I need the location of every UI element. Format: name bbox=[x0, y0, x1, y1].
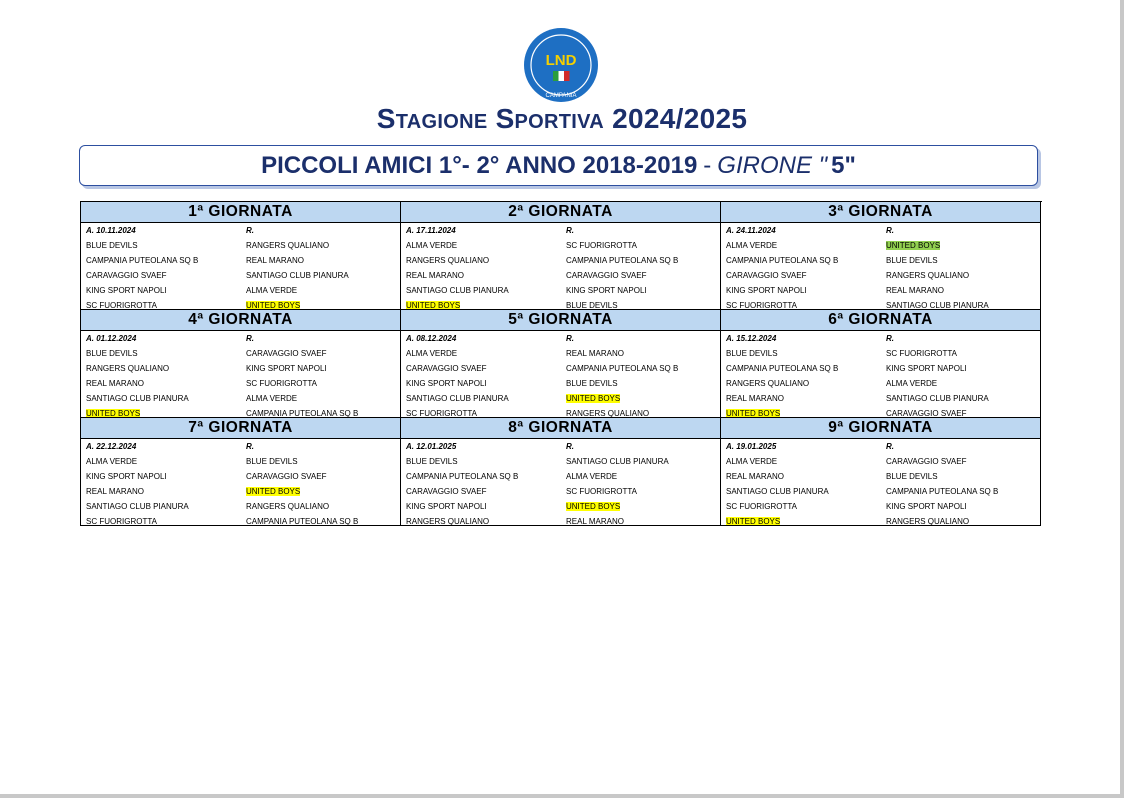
match-row bbox=[81, 268, 400, 283]
home-team: CAMPANIA PUTEOLANA SQ B bbox=[86, 256, 199, 265]
match-row bbox=[721, 469, 1040, 484]
away-team: SC FUORIGROTTA bbox=[566, 487, 637, 496]
date-row bbox=[721, 331, 1040, 346]
matchday-title: 3ª GIORNATA bbox=[721, 202, 1040, 223]
home-team: SANTIAGO CLUB PIANURA bbox=[406, 286, 509, 295]
home-team: BLUE DEVILS bbox=[406, 457, 458, 466]
home-team: RANGERS QUALIANO bbox=[726, 379, 810, 388]
return-leg-label: R. bbox=[246, 226, 254, 235]
away-team: KING SPORT NAPOLI bbox=[886, 502, 967, 511]
match-row bbox=[721, 514, 1040, 526]
away-team: CAMPANIA PUTEOLANA SQ B bbox=[566, 256, 679, 265]
match-row bbox=[81, 253, 400, 268]
return-leg-label: R. bbox=[246, 334, 254, 343]
svg-text:LND: LND bbox=[545, 52, 577, 69]
page-edge-bottom bbox=[0, 794, 1124, 798]
home-team: ALMA VERDE bbox=[406, 241, 458, 250]
schedule-grid bbox=[80, 201, 1042, 526]
match-row bbox=[81, 484, 400, 499]
away-team-highlighted: UNITED BOYS bbox=[566, 502, 621, 511]
home-team: RANGERS QUALIANO bbox=[406, 256, 490, 265]
match-row bbox=[81, 346, 400, 361]
home-team: CAMPANIA PUTEOLANA SQ B bbox=[726, 364, 839, 373]
home-team: CARAVAGGIO SVAEF bbox=[86, 271, 167, 280]
home-team: KING SPORT NAPOLI bbox=[86, 472, 167, 481]
matchday-block bbox=[401, 418, 721, 526]
away-team: REAL MARANO bbox=[566, 349, 624, 358]
date-row bbox=[401, 331, 720, 346]
home-team: SC FUORIGROTTA bbox=[86, 301, 157, 310]
away-team: RANGERS QUALIANO bbox=[886, 517, 970, 526]
home-team: ALMA VERDE bbox=[86, 457, 138, 466]
match-row bbox=[401, 484, 720, 499]
home-team-highlighted: UNITED BOYS bbox=[86, 409, 141, 418]
away-team: KING SPORT NAPOLI bbox=[566, 286, 647, 295]
match-row bbox=[401, 376, 720, 391]
first-leg-date: A. 17.11.2024 bbox=[406, 226, 456, 235]
match-row bbox=[401, 298, 720, 310]
away-team: CARAVAGGIO SVAEF bbox=[566, 271, 647, 280]
date-row bbox=[721, 223, 1040, 238]
matchday-block bbox=[401, 202, 721, 310]
home-team: CARAVAGGIO SVAEF bbox=[406, 487, 487, 496]
match-row bbox=[721, 253, 1040, 268]
home-team: CARAVAGGIO SVAEF bbox=[726, 271, 807, 280]
away-team-highlighted: UNITED BOYS bbox=[246, 301, 301, 310]
away-team: CARAVAGGIO SVAEF bbox=[246, 472, 327, 481]
away-team: SANTIAGO CLUB PIANURA bbox=[566, 457, 669, 466]
match-row bbox=[721, 346, 1040, 361]
match-row bbox=[721, 499, 1040, 514]
match-row bbox=[401, 454, 720, 469]
away-team: BLUE DEVILS bbox=[566, 301, 618, 310]
away-team: REAL MARANO bbox=[246, 256, 304, 265]
match-row bbox=[401, 346, 720, 361]
away-team: SC FUORIGROTTA bbox=[886, 349, 957, 358]
match-row bbox=[721, 484, 1040, 499]
match-row bbox=[721, 406, 1040, 418]
away-team: BLUE DEVILS bbox=[566, 379, 618, 388]
match-row bbox=[401, 283, 720, 298]
away-team: SANTIAGO CLUB PIANURA bbox=[246, 271, 349, 280]
home-team: REAL MARANO bbox=[726, 472, 784, 481]
home-team: ALMA VERDE bbox=[726, 241, 778, 250]
match-row bbox=[401, 268, 720, 283]
home-team: REAL MARANO bbox=[86, 487, 144, 496]
matchday-title: 2ª GIORNATA bbox=[401, 202, 720, 223]
away-team-highlighted: UNITED BOYS bbox=[886, 241, 941, 250]
home-team: RANGERS QUALIANO bbox=[406, 517, 490, 526]
home-team: REAL MARANO bbox=[406, 271, 464, 280]
home-team: KING SPORT NAPOLI bbox=[86, 286, 167, 295]
away-team: BLUE DEVILS bbox=[886, 256, 938, 265]
return-leg-label: R. bbox=[566, 334, 574, 343]
return-leg-label: R. bbox=[886, 442, 894, 451]
matchday-block bbox=[81, 418, 401, 526]
match-row bbox=[81, 298, 400, 310]
home-team: KING SPORT NAPOLI bbox=[406, 379, 487, 388]
date-row bbox=[721, 439, 1040, 454]
lnd-campania-logo bbox=[523, 27, 599, 103]
first-leg-date: A. 19.01.2025 bbox=[726, 442, 777, 451]
home-team: SC FUORIGROTTA bbox=[86, 517, 157, 526]
away-team: BLUE DEVILS bbox=[886, 472, 938, 481]
match-row bbox=[401, 469, 720, 484]
match-row bbox=[721, 361, 1040, 376]
home-team: KING SPORT NAPOLI bbox=[406, 502, 487, 511]
home-team: SANTIAGO CLUB PIANURA bbox=[726, 487, 829, 496]
home-team: REAL MARANO bbox=[86, 379, 144, 388]
home-team-highlighted: UNITED BOYS bbox=[726, 517, 781, 526]
home-team: SC FUORIGROTTA bbox=[406, 409, 477, 418]
match-row bbox=[721, 298, 1040, 310]
match-row bbox=[721, 238, 1040, 253]
match-row bbox=[721, 283, 1040, 298]
first-leg-date: A. 22.12.2024 bbox=[86, 442, 137, 451]
home-team-highlighted: UNITED BOYS bbox=[726, 409, 781, 418]
category-title: PICCOLI AMICI 1°- 2° ANNO 2018-2019 bbox=[261, 151, 698, 179]
home-team: KING SPORT NAPOLI bbox=[726, 286, 807, 295]
return-leg-label: R. bbox=[886, 334, 894, 343]
return-leg-label: R. bbox=[886, 226, 894, 235]
away-team-highlighted: UNITED BOYS bbox=[246, 487, 301, 496]
date-row bbox=[401, 223, 720, 238]
away-team: SANTIAGO CLUB PIANURA bbox=[886, 301, 989, 310]
match-row bbox=[401, 361, 720, 376]
first-leg-date: A. 24.11.2024 bbox=[726, 226, 776, 235]
match-row bbox=[401, 238, 720, 253]
match-row bbox=[81, 238, 400, 253]
return-leg-label: R. bbox=[566, 442, 574, 451]
category-banner bbox=[79, 145, 1038, 186]
home-team: BLUE DEVILS bbox=[86, 241, 138, 250]
away-team: CAMPANIA PUTEOLANA SQ B bbox=[246, 409, 359, 418]
matchday-block bbox=[721, 202, 1041, 310]
home-team: RANGERS QUALIANO bbox=[86, 364, 170, 373]
away-team: CARAVAGGIO SVAEF bbox=[886, 457, 967, 466]
match-row bbox=[81, 499, 400, 514]
first-leg-date: A. 12.01.2025 bbox=[406, 442, 457, 451]
match-row bbox=[81, 469, 400, 484]
date-row bbox=[401, 439, 720, 454]
away-team: KING SPORT NAPOLI bbox=[886, 364, 967, 373]
home-team: REAL MARANO bbox=[726, 394, 784, 403]
match-row bbox=[721, 376, 1040, 391]
matchday-title: 4ª GIORNATA bbox=[81, 310, 400, 331]
first-leg-date: A. 01.12.2024 bbox=[86, 334, 137, 343]
return-leg-label: R. bbox=[246, 442, 254, 451]
away-team: CAMPANIA PUTEOLANA SQ B bbox=[246, 517, 359, 526]
match-row bbox=[81, 376, 400, 391]
away-team: CAMPANIA PUTEOLANA SQ B bbox=[566, 364, 679, 373]
match-row bbox=[401, 391, 720, 406]
match-row bbox=[81, 361, 400, 376]
girone-number: 5" bbox=[831, 151, 856, 179]
matchday-title: 9ª GIORNATA bbox=[721, 418, 1040, 439]
away-team: REAL MARANO bbox=[886, 286, 944, 295]
match-row bbox=[81, 406, 400, 418]
away-team: SC FUORIGROTTA bbox=[246, 379, 317, 388]
matchday-block bbox=[81, 202, 401, 310]
home-team: ALMA VERDE bbox=[726, 457, 778, 466]
home-team: SANTIAGO CLUB PIANURA bbox=[86, 394, 189, 403]
away-team: CARAVAGGIO SVAEF bbox=[886, 409, 967, 418]
matchday-title: 6ª GIORNATA bbox=[721, 310, 1040, 331]
match-row bbox=[81, 391, 400, 406]
away-team: CARAVAGGIO SVAEF bbox=[246, 349, 327, 358]
home-team: CAMPANIA PUTEOLANA SQ B bbox=[726, 256, 839, 265]
girone-label: GIRONE " bbox=[717, 151, 828, 179]
first-leg-date: A. 08.12.2024 bbox=[406, 334, 457, 343]
home-team: CARAVAGGIO SVAEF bbox=[406, 364, 487, 373]
away-team: ALMA VERDE bbox=[246, 394, 298, 403]
home-team: ALMA VERDE bbox=[406, 349, 458, 358]
date-row bbox=[81, 439, 400, 454]
away-team: RANGERS QUALIANO bbox=[886, 271, 970, 280]
first-leg-date: A. 15.12.2024 bbox=[726, 334, 777, 343]
match-row bbox=[81, 454, 400, 469]
home-team: SANTIAGO CLUB PIANURA bbox=[406, 394, 509, 403]
away-team: SC FUORIGROTTA bbox=[566, 241, 637, 250]
matchday-title: 7ª GIORNATA bbox=[81, 418, 400, 439]
home-team: CAMPANIA PUTEOLANA SQ B bbox=[406, 472, 519, 481]
match-row bbox=[81, 514, 400, 526]
away-team: ALMA VERDE bbox=[246, 286, 298, 295]
date-row bbox=[81, 223, 400, 238]
date-row bbox=[81, 331, 400, 346]
away-team: RANGERS QUALIANO bbox=[566, 409, 650, 418]
away-team: BLUE DEVILS bbox=[246, 457, 298, 466]
svg-text:CAMPANIA: CAMPANIA bbox=[545, 93, 577, 99]
away-team: ALMA VERDE bbox=[566, 472, 618, 481]
match-row bbox=[721, 391, 1040, 406]
home-team: SANTIAGO CLUB PIANURA bbox=[86, 502, 189, 511]
return-leg-label: R. bbox=[566, 226, 574, 235]
matchday-block bbox=[721, 418, 1041, 526]
matchday-title: 1ª GIORNATA bbox=[81, 202, 400, 223]
matchday-block bbox=[721, 310, 1041, 418]
away-team-highlighted: UNITED BOYS bbox=[566, 394, 621, 403]
matchday-title: 5ª GIORNATA bbox=[401, 310, 720, 331]
home-team: BLUE DEVILS bbox=[86, 349, 138, 358]
matchday-block bbox=[81, 310, 401, 418]
away-team: KING SPORT NAPOLI bbox=[246, 364, 327, 373]
category-separator: - bbox=[703, 151, 712, 179]
matchday-title: 8ª GIORNATA bbox=[401, 418, 720, 439]
match-row bbox=[401, 253, 720, 268]
away-team: RANGERS QUALIANO bbox=[246, 241, 330, 250]
season-title: Stagione Sportiva 2024/2025 bbox=[376, 103, 748, 134]
match-row bbox=[81, 283, 400, 298]
away-team: ALMA VERDE bbox=[886, 379, 938, 388]
match-row bbox=[721, 268, 1040, 283]
away-team: REAL MARANO bbox=[566, 517, 624, 526]
home-team: BLUE DEVILS bbox=[726, 349, 778, 358]
match-row bbox=[401, 514, 720, 526]
matchday-block bbox=[401, 310, 721, 418]
away-team: RANGERS QUALIANO bbox=[246, 502, 330, 511]
away-team: CAMPANIA PUTEOLANA SQ B bbox=[886, 487, 999, 496]
match-row bbox=[401, 499, 720, 514]
match-row bbox=[401, 406, 720, 418]
home-team-highlighted: UNITED BOYS bbox=[406, 301, 461, 310]
first-leg-date: A. 10.11.2024 bbox=[86, 226, 136, 235]
match-row bbox=[721, 454, 1040, 469]
away-team: SANTIAGO CLUB PIANURA bbox=[886, 394, 989, 403]
home-team: SC FUORIGROTTA bbox=[726, 502, 797, 511]
home-team: SC FUORIGROTTA bbox=[726, 301, 797, 310]
